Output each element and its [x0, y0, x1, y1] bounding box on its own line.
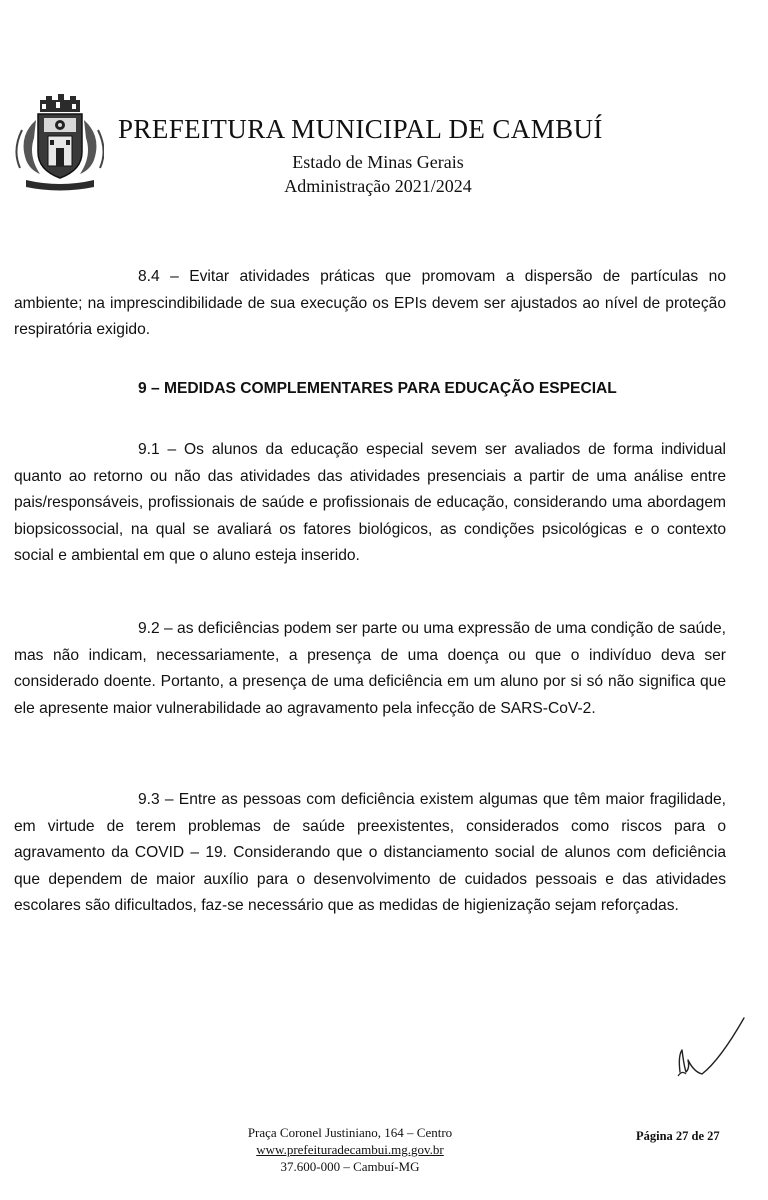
footer-address-block [200, 1124, 500, 1175]
section-9-heading: 9 – MEDIDAS COMPLEMENTARES PARA EDUCAÇÃO ESPECIAL [138, 380, 617, 397]
paragraph-8-4: 8.4 – Evitar atividades práticas que promovam a dispersão de partículas no ambiente; na imprescindibilidade de sua execução os EPIs devem ser ajustados ao nível de proteção respiratória exigido. [14, 268, 726, 338]
state-subtitle: Estado de Minas Gerais [292, 152, 464, 172]
footer-website-link[interactable]: www.prefeituradecambui.mg.gov.br [256, 1142, 444, 1157]
page-number: Página 27 de 27 [636, 1129, 720, 1143]
paragraph-9-3: 9.3 – Entre as pessoas com deficiência existem algumas que têm maior fragilidade, em virtude de terem problemas de saúde preexistentes, considerados como riscos para o agravamento da COVID – 19. Considerando que o distanciamento social de alunos com deficiência que dependem de maior auxílio para o desenvolvimento de cuidados pessoais e das atividades escolares são dificultados, faz-se necessário que as medidas de higienização sejam reforçadas. [14, 791, 726, 914]
municipality-title: PREFEITURA MUNICIPAL DE CAMBUÍ [118, 114, 603, 144]
municipal-coat-of-arms [12, 90, 104, 192]
paragraph-9-1: 9.1 – Os alunos da educação especial sevem ser avaliados de forma individual quanto ao retorno ou não das atividades das atividades presenciais a partir de uma análise entre pais/responsáveis, profissionais de saúde e profissionais de educação, considerando uma abordagem biopsicossocial, na qual se avaliará os fatores biológicos, as condições psicológicas e o contexto social e ambiental em que o aluno esteja inserido. [14, 441, 726, 564]
footer-address: Praça Coronel Justiniano, 164 – Centro [247, 1125, 453, 1140]
paragraph-9-2: 9.2 – as deficiências podem ser parte ou uma expressão de uma condição de saúde, mas não indicam, necessariamente, a presença de uma doença ou que o indivíduo deva ser considerado doente. Portanto, a presença de uma deficiência em um aluno por si só não significa que ele apresente maior vulnerabilidade ao agravamento pela infecção de SARS-CoV-2. [14, 620, 726, 717]
footer-postal: 37.600-000 – Cambuí-MG [280, 1159, 420, 1174]
administration-period: Administração 2021/2024 [284, 176, 472, 196]
handwritten-initials [672, 1010, 752, 1080]
